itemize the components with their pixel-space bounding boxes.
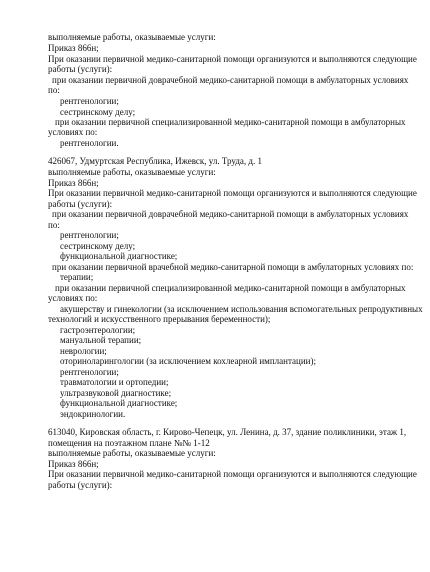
document-line: 613040, Кировская область, г. Кирово-Чепецк, ул. Ленина, д. 37, здание поликлиники, этаж 1, (48, 427, 407, 437)
document-line: рентгенологии; (60, 367, 119, 377)
document-line: выполняемые работы, оказываемые услуги: (48, 167, 216, 177)
document-line: терапии; (60, 272, 94, 282)
document-line: работы (услуги): (48, 64, 113, 74)
document-line: функциональной диагностике; (60, 398, 178, 408)
document-line: при оказании первичной специализированной медико-санитарной помощи в амбулаторных (55, 283, 406, 293)
document-line: При оказании первичной медико-санитарной помощи организуются и выполняются следующие (48, 188, 417, 198)
document-line: при оказании первичной доврачебной медико-санитарной помощи в амбулаторных условиях (52, 209, 409, 219)
document-line: гастроэнтерологии; (60, 325, 136, 335)
document-line: Приказ 866н; (48, 178, 99, 188)
document-line: условиях по: (48, 293, 98, 303)
document-line: Приказ 866н; (48, 43, 99, 53)
document-line: выполняемые работы, оказываемые услуги: (48, 32, 216, 42)
document-line: функциональной диагностике; (60, 251, 178, 261)
document-line: работы (услуги): (48, 199, 113, 209)
document-line: выполняемые работы, оказываемые услуги: (48, 448, 216, 458)
document-line: рентгенологии; (60, 96, 119, 106)
document-line: акушерству и гинекологии (за исключением использования вспомогательных репродуктивных (60, 304, 423, 314)
document-line: рентгенологии; (60, 230, 119, 240)
document-line: оториноларингологии (за исключением кохлеарной имплантации); (60, 356, 316, 366)
document-line: мануальной терапии; (60, 335, 142, 345)
document-line: рентгенологии. (60, 138, 119, 148)
document-line: При оказании первичной медико-санитарной помощи организуются и выполняются следующие (48, 54, 417, 64)
document-line: по: (48, 85, 60, 95)
document-line: по: (48, 220, 60, 230)
document-line: сестринскому делу; (60, 107, 136, 117)
document-line: При оказании первичной медико-санитарной помощи организуются и выполняются следующие (48, 469, 417, 479)
document-line: при оказании первичной специализированной медико-санитарной помощи в амбулаторных (55, 117, 406, 127)
document-line: эндокринологии. (60, 409, 126, 419)
document-line: Приказ 866н; (48, 459, 99, 469)
document-line: ультразвуковой диагностике; (60, 388, 172, 398)
document-line: при оказании первичной доврачебной медико-санитарной помощи в амбулаторных условиях (52, 75, 409, 85)
document-line: помещения на поэтажном плане №№ 1-12 (48, 438, 210, 448)
document-line: при оказании первичной врачебной медико-санитарной помощи в амбулаторных условиях по: (52, 262, 414, 272)
document-line: неврологии; (60, 346, 107, 356)
document-line: травматологии и ортопедии; (60, 377, 169, 387)
document-line: технологий и искусственного прерывания беременности); (48, 314, 271, 324)
document-line: 426067, Удмуртская Республика, Ижевск, ул. Труда, д. 1 (48, 156, 262, 166)
document-line: условиях по: (48, 127, 98, 137)
document-line: работы (услуги): (48, 480, 113, 490)
document-line: сестринскому делу; (60, 241, 136, 251)
